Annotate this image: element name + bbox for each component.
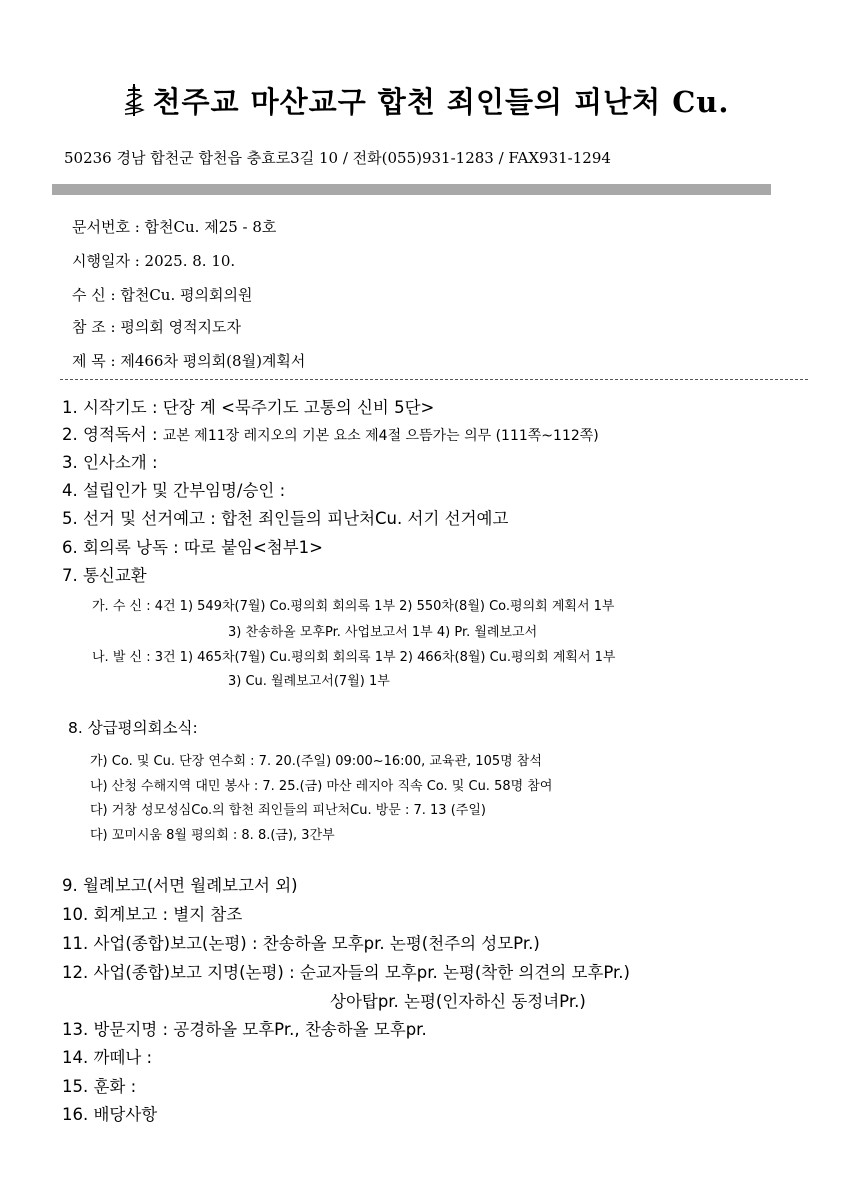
agenda-item-14: 14. 까떼나 : xyxy=(62,1048,153,1067)
header-divider-bar xyxy=(52,184,771,195)
agenda-item-4: 4. 설립인가 및 간부임명/승인 : xyxy=(62,481,286,500)
agenda-item-6: 6. 회의록 낭독 : 따로 붙임<첨부1> xyxy=(62,538,324,557)
title-text: 천주교 마산교구 합천 죄인들의 피난처 Cu. xyxy=(152,85,730,119)
agenda-item-12-cont: 상아탑pr. 논평(인자하신 동정녀Pr.) xyxy=(330,992,586,1011)
subject: 제 목 : 제466차 평의회(8월)계획서 xyxy=(72,352,306,370)
recipient: 수 신 : 합천Cu. 평의회의원 xyxy=(72,286,253,304)
agenda-item-12: 12. 사업(종합)보고 지명(논평) : 순교자들의 모후pr. 논평(착한 의견의 모후Pr.) xyxy=(62,963,630,982)
dashed-divider xyxy=(60,379,808,380)
agenda-item-8: 8. 상급평의회소식: xyxy=(68,719,198,737)
agenda-item-13: 13. 방문지명 : 공경하올 모후Pr., 찬송하올 모후pr. xyxy=(62,1020,427,1039)
address-line: 50236 경남 합천군 합천읍 충효로3길 10 / 전화(055)931-1283 / FAX931-1294 xyxy=(64,149,611,167)
senatus-news-a: 가) Co. 및 Cu. 단장 연수회 : 7. 20.(주일) 09:00~16:00, 교육관, 105명 참석 xyxy=(90,754,542,769)
doc-number: 문서번호 : 합천Cu. 제25 - 8호 xyxy=(72,218,277,236)
comm-received-line1: 가. 수 신 : 4건 1) 549차(7월) Co.평의회 회의록 1부 2) 550차(8월) Co.평의회 계획서 1부 xyxy=(92,599,615,614)
cross-emblem-icon xyxy=(119,82,149,118)
reference: 참 조 : 평의회 영적지도자 xyxy=(72,318,242,336)
senatus-news-d: 다) 꼬미시움 8월 평의회 : 8. 8.(금), 3간부 xyxy=(90,828,335,843)
comm-sent-line1: 나. 발 신 : 3건 1) 465차(7월) Cu.평의회 회의록 1부 2) 466차(8월) Cu.평의회 계획서 1부 xyxy=(92,650,616,665)
agenda-item-9: 9. 월례보고(서면 월례보고서 외) xyxy=(62,876,298,895)
agenda-item-5: 5. 선거 및 선거예고 : 합천 죄인들의 피난처Cu. 서기 선거예고 xyxy=(62,509,509,528)
agenda-item-11: 11. 사업(종합)보고(논평) : 찬송하올 모후pr. 논평(천주의 성모Pr.) xyxy=(62,934,540,953)
agenda-item-7: 7. 통신교환 xyxy=(62,566,147,585)
issue-date: 시행일자 : 2025. 8. 10. xyxy=(72,252,236,270)
agenda-item-1: 1. 시작기도 : 단장 계 <묵주기도 고통의 신비 5단> xyxy=(62,398,435,417)
senatus-news-b: 나) 산청 수해지역 대민 봉사 : 7. 25.(금) 마산 레지아 직속 Co. 및 Cu. 58명 참여 xyxy=(90,779,553,794)
agenda-item-2 xyxy=(62,421,599,445)
senatus-news-c: 다) 거창 성모성심Co.의 합천 죄인들의 피난처Cu. 방문 : 7. 13 (주일) xyxy=(90,803,486,818)
agenda-item-15: 15. 훈화 : xyxy=(62,1077,137,1096)
agenda-item-3: 3. 인사소개 : xyxy=(62,453,158,472)
page-title xyxy=(0,80,848,121)
agenda-item-16: 16. 배당사항 xyxy=(62,1105,158,1124)
agenda-item-10: 10. 회계보고 : 별지 참조 xyxy=(62,905,243,924)
comm-received-line2: 3) 찬송하올 모후Pr. 사업보고서 1부 4) Pr. 월례보고서 xyxy=(228,625,538,640)
agenda-item-2-head: 2. 영적독서 : xyxy=(62,425,163,444)
comm-sent-line2: 3) Cu. 월례보고서(7월) 1부 xyxy=(228,674,390,689)
agenda-item-2-body: 교본 제11장 레지오의 기본 요소 제4절 으뜸가는 의무 (111쪽~112쪽) xyxy=(162,428,599,444)
